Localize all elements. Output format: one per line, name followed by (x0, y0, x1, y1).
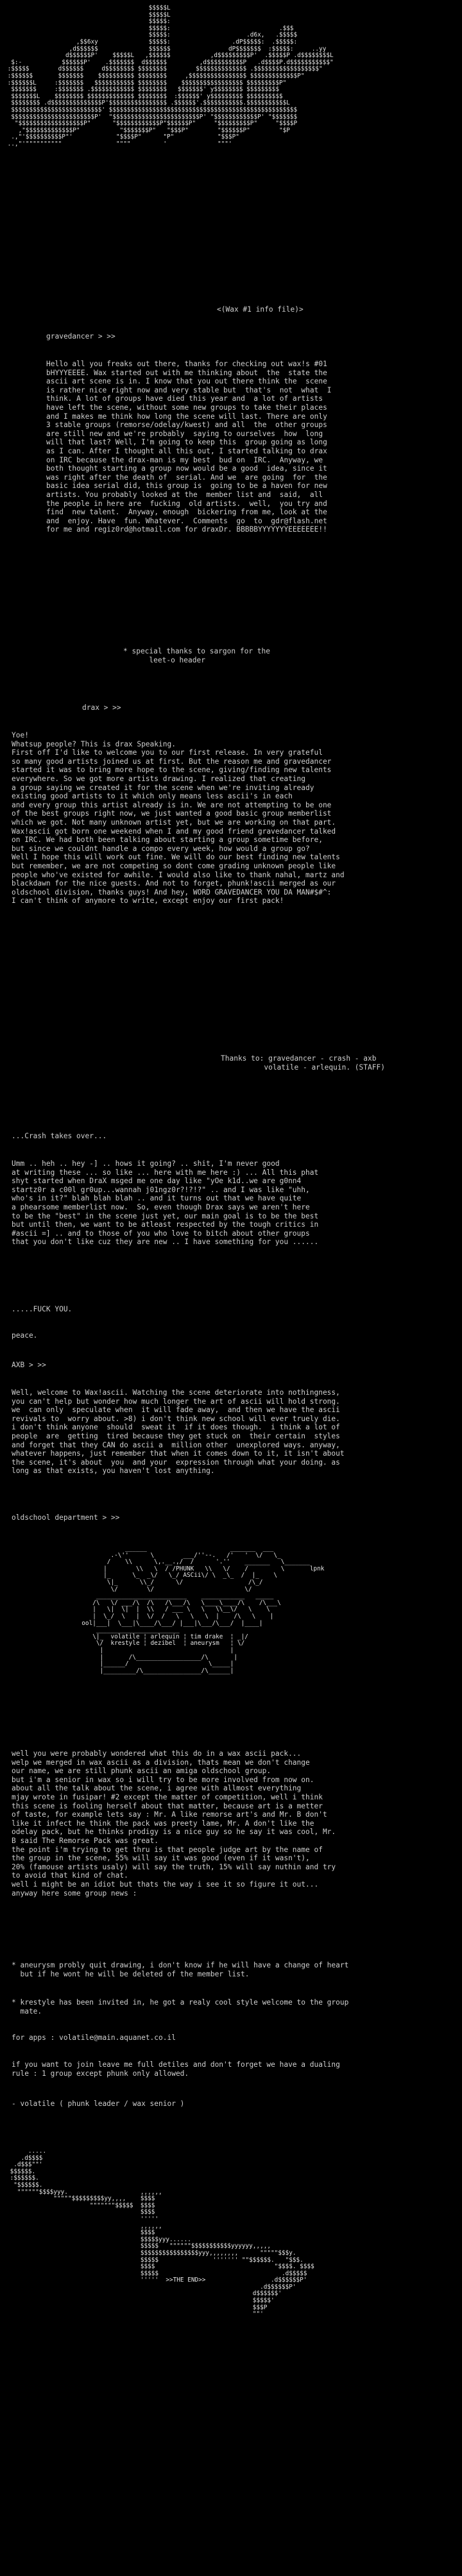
info-file-title: <(Wax #1 info file)> (217, 305, 304, 314)
dualing-rule-text: if you want to join leave me full detiles and don't forget we have a dualing rule : 1 group except phunk only allowed. (12, 2060, 340, 2078)
axb-section-heading: AXB > >> (12, 1361, 46, 1369)
axb-message-text: Well, welcome to Wax!ascii. Watching the scene deteriorate into nothingness, you can't help but wonder how much longer the art of ascii will hold strong. we can only speculate when it will fade away, and then we have the ascii revivals to worry about. >8) i don't think new school will ever truely die. i don't think anyone should sweat it if it does though. i think a lot of people are getting tired because they get stuck on their certain styles and forget that they CAN do ascii a million other unexplored ways. anyway, whatever happens, just remember that when it comes down to it, it isn't about the scene, it's about you and your expression through what your doing. as long as that exists, you haven't lost anything. (12, 1388, 345, 1476)
drax-thanks-credits: Thanks to: gravedancer - crash - axb volatile - arlequin. (STAFF) (221, 1054, 385, 1072)
apply-contact-line: for apps : volatile@main.aquanet.co.il (12, 2033, 176, 2042)
crash-message-text: Umm .. heh .. hey -] .. hows it going? .. shit, I'm never good at writing these ... so like ... here with me here :) ... All this phat shyt started when DraX msged me one day like "yOe k1d..we are g0nn4 startz0r a c00l gr0up...wannah j01ngz0r?!?!?" .. and I was like "uhh, who's in it?" blah blah blah .. and it turns out that we have quite a phearsome memberlist now. So, even though Drax says we aren't here to be the "best" in the scene just yet, our main goal is to be the best but until then, we want to be atleast respected by the tough critics in #ascii =] .. and to those of you who love to bitch about other groups that you don't like cuz they are new .. I have something for you ...... (12, 1159, 319, 1247)
group-news-item-aneurysm: * aneurysm probly quit drawing, i don't know if he will have a change of heart but if he wont he will be deleted of the member list. (12, 1961, 349, 1978)
crash-signoff: .....FUCK YOU. peace. (12, 1305, 73, 1340)
oldschool-department-ascii-art: ______ _______ ___ .-\'' \ ___/''--. /' ' \/ \_ / \\ \,.__.,/ / '.'' _______ \_______ | \\ \ / /PHUNK \\ \/ / \ lpnk |_ \_ _\/ \_/ ASCii\/ \ _\_ / |_ \ \|_ \\_/ \/ /\_/ \/ \/ \/ _________________________ ____________ _____ /\ \/ ___/\ /\ /\___/\ \____\____/\ /\___\ | \| \| | \\ / ___ \ \ \\__\/ \ \ | \_/ \ | \/ / \ \ \ | /\ \ | ool|___| \___|\____/\___/ |___|\___/\___/ |____| _______________________ \|_ volatile ¦ arlequin ¦ tim drake ¦ _|/ \/ krestyle ¦ dezibel ¦ aneurysm ¦ \/ | | | /\__________________/\ | |______/ \_____| |_________/\________________/\______| (81, 1545, 325, 1674)
volatile-signoff: - volatile ( phunk leader / wax senior ) (12, 2100, 185, 2108)
special-thanks-note: * special thanks to sargon for the leet-o header (123, 647, 271, 664)
group-news-item-krestyle: * krestyle has been invited in, he got a realy cool style welcome to the group mate. (12, 1998, 349, 2016)
wax-logo-ascii-art: $$$$$L $$$$$L $$$$$: $$$$$: .$$$ $$$$$: .d6x, .$$$$$ ,$$6xy $$$$$: .dP$$$$$: .$$$$$: ,d$$$$$$ $$$$$$ dP$$$$$$$ :$$$$$: ..yy d$$$$$$P' $$$$$L ,$$$$$$ ,d$$$$$$$$$P' .$$$$$P .d$$$$$$$$L $:- $$$$$$P' .$$$$$$$ d$$$$$$ ,d$$$$$$$$$$P .d$$$$P.d$$$$$$$$$$$" :$$$$$ d$$$$$$ d$$$$$$$$ $$$$$$$$ $$$$$$$$$$$$$$ .$$$$$$$$$$$$$$$$$$" :$$$$$$ $$$$$$$ $$$$$$$$$$ $$$$$$$$ ,$$$$$$$$$$$$$$$$ $$$$$$$$$$$$$P" :$$$$$$L :$$$$$$$ $$$$$$$$$$$ $$$$$$$$ $$$$$$$$$$$$$$$$$ $$$$$$$$$P" $$$$$$$ :$$$$$$$ .$$$$$$$$$$$$ $$$$$$$$ $$$$$$$' y$$$$$$$$ $$$$$$$$$ $$$$$$$L $$$$$$$$ $$$$$$$$$$$$$ $$$$$$$$ :$$$$$$' y$$$$$$$$$ $$$$$$$$$$ $$$$$$$$ .d$$$$$$$$$$$$$$P'$$$$$$$$$$$$$$$$ .$$$$$$'.$$$$$$$$$$$.$$$$$$$$$$$L $$$$$$$$$$$$$$$$$$$$$$$$$' $$$$$$$$$$$$$$$$$$$$$$$$$$$$$$$$$$$$$$$$$$$$$$$$$$$$ $$$$$$$$$$$$$$$$$$$$$$$P' "$$$$$$$$$$$$$$$$$$$$$$$$P' "$$$$$$$$$$$$P' "$$$$$$$ "$$$$$$$$$$$$$$$$$$P" "$$$$$$$$$$$$P"$$$$$$P" "$$$$$$$$$P" "$$$$P ,"$$$$$$$$$$$$$P" "$$$$$$$P" "$$$P" "$$$$$$P" "$P .,"'$$$$$$$$$$P"' "$$$$P" "P" "$$$P" ..,"'"""""""""" """" ' """' (7, 4, 334, 147)
crash-section-heading: ...Crash takes over... (12, 1132, 107, 1140)
drax-message-text: Yoe! Whatsup people? This is drax Speaking. First off I'd like to welcome you to our first release. In very grateful so many good artists joined us at first. But the reason me and gravedancer started it was to bring more hope to the scene, giving/finding new talents everywhere. So we got more artists drawing. I realized that creating a group saying we created it for the scene when we're inviting already existing good artists to it which only means less ascii's in each and every group this artist already is in. We are not attempting to be one of the best groups right now, we just wanted a good basic group memberlist which we got. Not many unknown artist yet, but we are working on that part. Wax!ascii got born one weekend when I and my good friend gravedancer talked on IRC. We had both been talking about starting a group sometime before, but since we couldnt handle a compo every week, how would a group go? Well I hope this will work out fine. We will do our best finding new talents but remember, we are not competing so dont come grading unknown people like people who've existed for awhile. I would also like to thank nahal, martz and blackdawn for the nice guests. And not to forget, phunk!ascii merged as our oldschool division, thanks guys! And hey, WORD GRAVEDANCER YOU DA MAN#$#^: I can't think of anymore to write, except enjoy our first pack! (12, 731, 345, 905)
volatile-message-text: well you were probably wondered what this do in a wax ascii pack... welp we merged in wax ascii as a division, thats mean we don't change our name, we are still phunk ascii an amiga oldschool group. but i'm a senior in wax so i will try to be more involved from now on. about all the talk about the scene, i agree with allmost everything mjay wrote in fusipar! #2 except the matter of competition, well i think this scene is fooling herself about that matter, because art is a metter of taste, for example lets say : Mr. A like remorse art's and Mr. B don't like it infect he think the pack was preety lame, Mr. A don't like the odelay pack, but he thinks prodigy is a nice guy so he say it was cool, Mr. B said The Remorse Pack was great. the point i'm trying to get thru is that people judge art by the name of the group in the scene, 55% will say it was good (even if it wasn't), 20% (famouse artists usaly) will say the truth, 15% will say nuthin and try to avoid that kind of chat. well i might be an idiot but thats the way i see it so figure it out... anyway here some group news : (12, 1749, 336, 1898)
gravedancer-section-heading: gravedancer > >> (46, 332, 116, 341)
drax-section-heading: drax > >> (82, 703, 121, 712)
gravedancer-intro-text: Hello all you freaks out there, thanks for checking out wax!s #01 bHYYYEEEE. Wax started out with me thinking about the state the ascii art scene is in. I know that you out there think the scene is rather nice right now and very stable but that's not what I think. A lot of groups have died this year and a lot of artists have left the scene, without some new groups to take their places and I makes me think how long the scene will last. There are only 3 stable groups (remorse/odelay/kwest) and all the other groups are still new and we're probably saying to ourselves how long will that last? Well, I'm going to keep this group going as long as I can. After I thought all this out, I started talking to drax on IRC because the drax-man is my best bud on IRC. Anyway, we both thought starting a group now would be a good idea, since it was right after the death of serial. And we are going for the basic idea serial did, this group is going to be a haven for new artists. You probably looked at the member list and said, all the people in here are fucking old artists. well, you try and find new talent. Anyway, enough bickering from me, look at the and enjoy. Have fun. Whatever. Comments go to gdr@flash.net for me and regiz0rd@hotmail.com for draxDr. BBBBBYYYYYYYEEEEEEE!! (46, 360, 332, 534)
the-end-ascii-art: ..... .d$$$$ .d$$$""' $$$$$$. :$$$$$$. "$$$$$$. """"""$$$$yyy. ,,,,,, """""$$$$$$$$$yy,,,, $$$$ """""""$$$$$ $$$$ $$$$ ''''' ,,,,,, $$$$ $$$$$yyy...... $$$$$ """"""$$$$$$$$$$$yyyyyy,,,,, $$$$$$$$$$$$$$$$yyy,,,,,,,, """""$$$y. $$$$$ ''''''' ""$$$$$$. "$$$. $$$$ "$$$$. $$$$ $$$$$ .d$$$$$ ''''' >>THE END>> .d$$$$$$P' .d$$$$$$P' d$$$$$$' $$$$$' $$$P ""' (10, 2148, 314, 2318)
oldschool-section-heading: oldschool department > >> (12, 1513, 120, 1522)
